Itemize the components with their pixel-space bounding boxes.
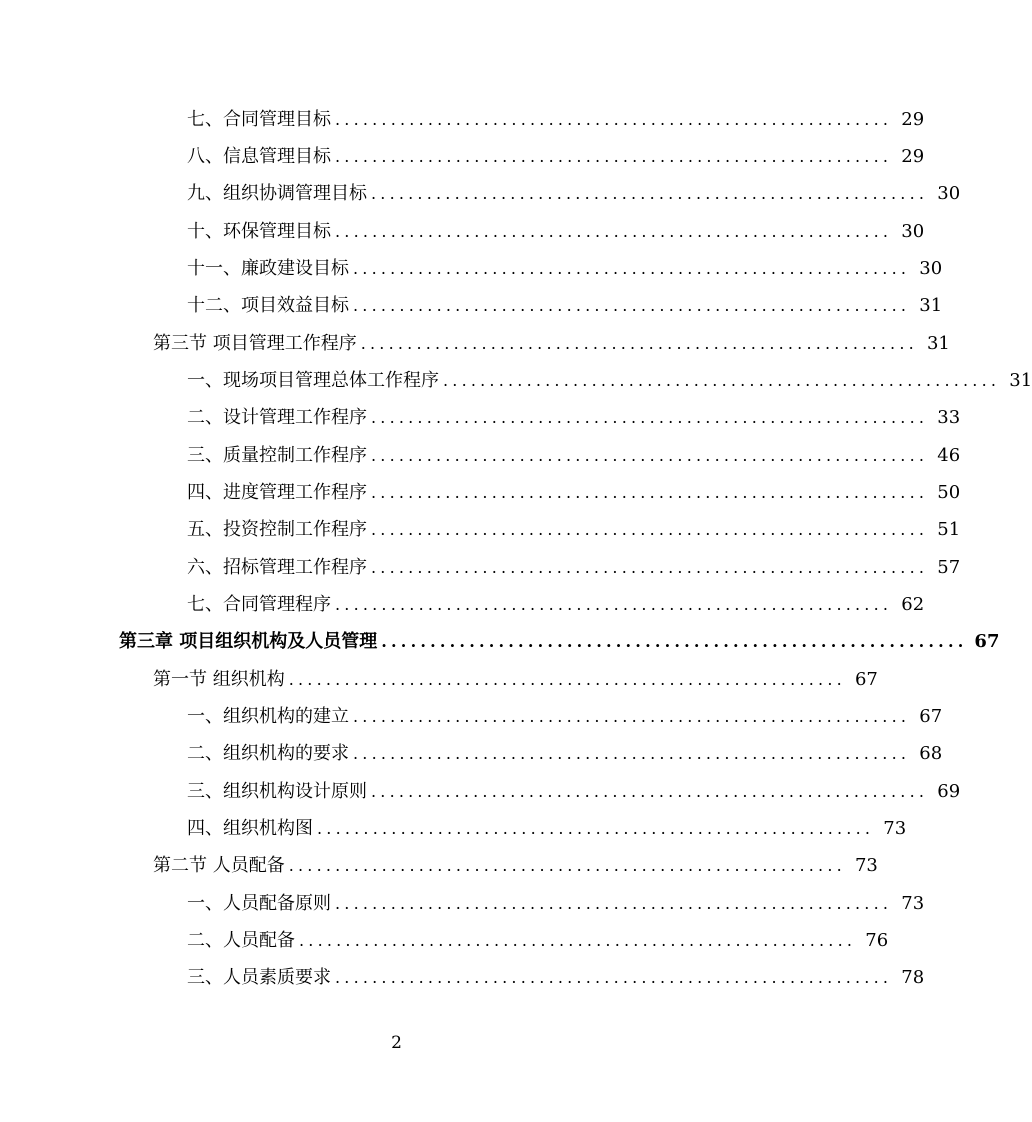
toc-entry-page: 30 [919,257,943,279]
toc-entry[interactable] [0,325,950,362]
toc-entry-page: 29 [901,145,925,167]
toc-dot-leader: ............................................................ [288,856,846,876]
toc-entry[interactable] [0,288,943,325]
toc-entry[interactable] [0,474,961,511]
toc-entry[interactable] [0,101,925,138]
toc-entry[interactable] [0,736,943,773]
toc-entry-page: 67 [854,668,878,690]
toc-entry[interactable] [0,400,961,437]
toc-entry-title: 五、投资控制工作程序 [187,519,367,541]
toc-dot-leader: ............................................................ [371,408,929,428]
toc-entry-title: 十二、项目效益目标 [187,295,349,317]
toc-dot-leader: ............................................................ [299,930,857,950]
toc-entry-title: 十、环保管理目标 [187,220,331,242]
toc-entry-page: 67 [974,631,1000,653]
toc-entry-page: 73 [854,855,878,877]
toc-entry-title: 二、人员配备 [187,929,295,951]
page-number: 2 [391,1033,402,1053]
toc-dot-leader: ............................................................ [335,146,893,166]
toc-dot-leader: ............................................................ [335,968,893,988]
toc-dot-leader: ............................................................ [371,557,929,577]
toc-dot-leader: ............................................................ [371,445,929,465]
toc-entry[interactable] [0,549,961,586]
toc-entry-page: 31 [919,295,943,317]
toc-entry-title: 第二节 人员配备 [153,855,285,877]
toc-entry[interactable] [0,176,961,213]
toc-entry[interactable] [0,661,878,698]
toc-entry-page: 51 [937,519,961,541]
toc-entry-page: 50 [937,481,961,503]
toc-entry-page: 31 [1009,369,1032,391]
toc-entry-page: 68 [919,743,943,765]
toc-dot-leader: ............................................................ [353,706,911,726]
toc-entry-title: 七、合同管理目标 [187,108,331,130]
toc-entry-title: 一、现场项目管理总体工作程序 [187,369,439,391]
toc-entry[interactable] [0,586,925,623]
toc-dot-leader: ............................................................ [443,370,1001,390]
toc-entry-title: 十一、廉政建设目标 [187,257,349,279]
toc-dot-leader: ............................................................ [381,632,968,652]
toc-dot-leader: ............................................................ [335,594,893,614]
toc-entry-page: 62 [901,593,925,615]
toc-entry-page: 33 [937,407,961,429]
toc-entry-title: 第三节 项目管理工作程序 [153,332,357,354]
toc-dot-leader: ............................................................ [371,482,929,502]
toc-entry-page: 31 [926,332,950,354]
toc-entry[interactable] [0,138,925,175]
toc-entry[interactable] [0,698,943,735]
toc-entry-title: 三、组织机构设计原则 [187,780,367,802]
toc-entry-title: 一、组织机构的建立 [187,705,349,727]
toc-entry[interactable] [0,848,878,885]
toc-entry-title: 四、进度管理工作程序 [187,481,367,503]
toc-entry-page: 73 [883,817,907,839]
toc-entry-title: 二、组织机构的要求 [187,743,349,765]
toc-entry[interactable] [0,213,925,250]
toc-entry-title: 七、合同管理程序 [187,593,331,615]
table-of-contents [0,101,1032,997]
toc-entry-page: 57 [937,556,961,578]
toc-entry[interactable] [0,624,1000,661]
toc-entry-title: 八、信息管理目标 [187,145,331,167]
toc-dot-leader: ............................................................ [288,669,846,689]
toc-dot-leader: ............................................................ [360,333,918,353]
toc-dot-leader: ............................................................ [371,520,929,540]
toc-entry-title: 第一节 组织机构 [153,668,285,690]
toc-entry-title: 三、人员素质要求 [187,967,331,989]
toc-dot-leader: ............................................................ [335,221,893,241]
toc-dot-leader: ............................................................ [335,109,893,129]
toc-entry-title: 九、组织协调管理目标 [187,183,367,205]
toc-entry-title: 四、组织机构图 [187,817,313,839]
toc-dot-leader: ............................................................ [353,744,911,764]
toc-entry-page: 46 [937,444,961,466]
toc-dot-leader: ............................................................ [317,818,875,838]
toc-dot-leader: ............................................................ [353,296,911,316]
toc-entry-page: 69 [937,780,961,802]
toc-entry-page: 67 [919,705,943,727]
toc-entry[interactable] [0,960,925,997]
toc-entry-page: 76 [865,929,889,951]
toc-entry[interactable] [0,250,943,287]
toc-entry[interactable] [0,810,907,847]
toc-dot-leader: ............................................................ [353,258,911,278]
toc-entry-page: 73 [901,892,925,914]
toc-entry-page: 29 [901,108,925,130]
toc-entry-page: 30 [937,183,961,205]
toc-entry[interactable] [0,773,961,810]
toc-entry-page: 30 [901,220,925,242]
toc-entry-page: 78 [901,967,925,989]
toc-entry-title: 三、质量控制工作程序 [187,444,367,466]
toc-entry-title: 二、设计管理工作程序 [187,407,367,429]
toc-entry[interactable] [0,885,925,922]
toc-entry-title: 一、人员配备原则 [187,892,331,914]
toc-dot-leader: ............................................................ [371,184,929,204]
toc-dot-leader: ............................................................ [371,781,929,801]
toc-entry[interactable] [0,437,961,474]
toc-entry[interactable] [0,362,1032,399]
toc-entry[interactable] [0,922,889,959]
toc-dot-leader: ............................................................ [335,893,893,913]
toc-entry[interactable] [0,512,961,549]
toc-entry-title: 六、招标管理工作程序 [187,556,367,578]
toc-entry-title: 第三章 项目组织机构及人员管理 [119,631,378,653]
